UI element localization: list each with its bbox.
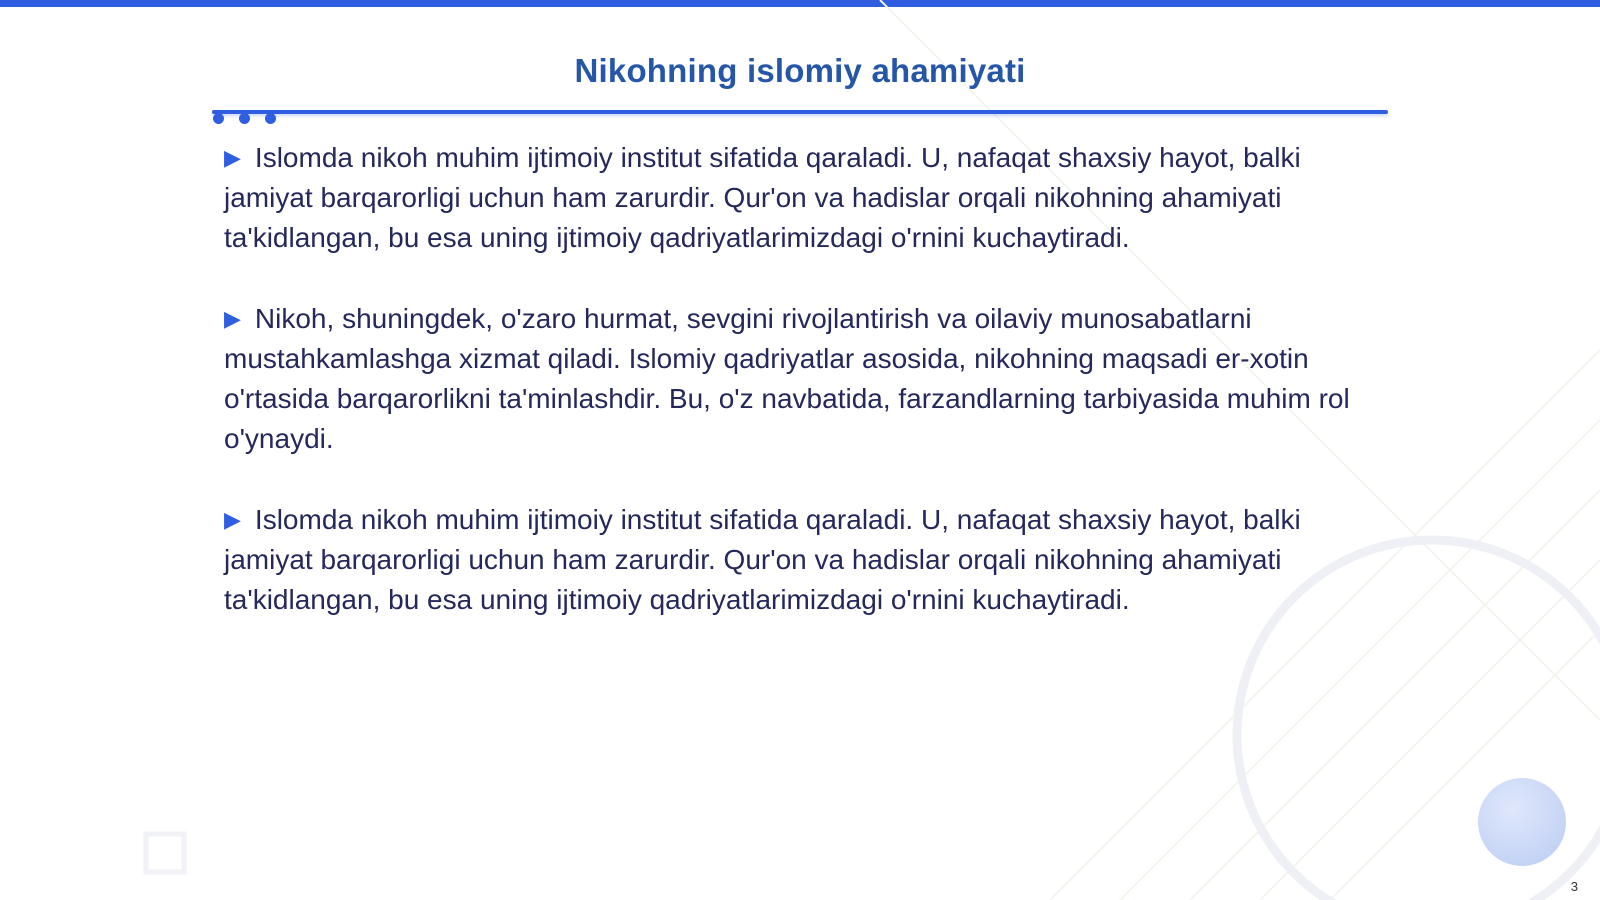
slide-title: Nikohning islomiy ahamiyati [574,52,1026,89]
triangle-right-icon: ▶ [224,145,241,170]
triangle-right-icon: ▶ [224,507,241,532]
underline-dot [239,113,250,124]
paragraph-text: Islomda nikoh muhim ijtimoiy institut sifatida qaraladi. U, nafaqat shaxsiy hayot, balki jamiyat barqarorligi uchun ham zarurdir. Qur'on va hadislar orqali nikohning ahamiyati ta'kidlangan, bu esa uning ijtimoiy qadriyatlarimizdagi o'rnini kuchaytiradi. [224,142,1301,253]
bullet-paragraph [224,138,1374,258]
bullet-paragraph [224,299,1374,459]
bullet-list [224,138,1374,661]
underline-dot [265,113,276,124]
paragraph-text: Nikoh, shuningdek, o'zaro hurmat, sevgini rivojlantirish va oilaviy munosabatlarni mustahkamlashga xizmat qiladi. Islomiy qadriyatlar asosida, nikohning maqsadi er-xotin o'rtasida barqarorlikni ta'minlashdir. Bu, o'z navbatida, farzandlarning tarbiyasida muhim rol o'ynaydi. [224,303,1350,454]
decorative-blob [1478,778,1566,866]
title-underline [212,110,1388,114]
top-accent-bar [0,0,1600,7]
bullet-paragraph [224,500,1374,620]
underline-dot [213,113,224,124]
triangle-right-icon: ▶ [224,306,241,331]
paragraph-text: Islomda nikoh muhim ijtimoiy institut sifatida qaraladi. U, nafaqat shaxsiy hayot, balki jamiyat barqarorligi uchun ham zarurdir. Qur'on va hadislar orqali nikohning ahamiyati ta'kidlangan, bu esa uning ijtimoiy qadriyatlarimizdagi o'rnini kuchaytiradi. [224,504,1301,615]
decorative-square [146,834,184,872]
page-number: 3 [1570,879,1578,894]
